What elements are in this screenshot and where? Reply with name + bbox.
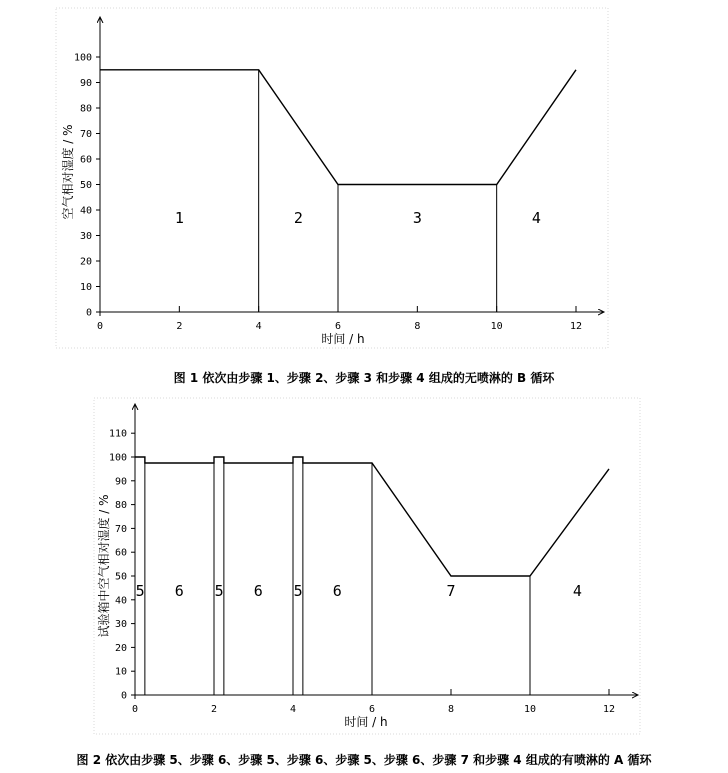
figure-1-y-axis-label: 空气相对湿度 / %	[61, 124, 75, 220]
y-tick-label: 20	[114, 642, 127, 654]
step-label: 4	[531, 209, 541, 227]
figure-2-y-axis-label: 试验箱中空气相对湿度 / %	[97, 494, 111, 638]
y-tick-label: 60	[79, 154, 92, 166]
y-tick-label: 10	[79, 282, 92, 293]
y-tick-label: 70	[79, 129, 92, 140]
x-tick-label: 2	[210, 704, 218, 715]
step-label: 5	[293, 582, 303, 600]
figure-1-frame	[56, 8, 608, 348]
y-tick-label: 0	[120, 690, 127, 702]
x-tick-label: 4	[289, 704, 297, 715]
y-tick-label: 100	[108, 452, 127, 464]
y-tick-label: 10	[114, 666, 127, 678]
y-tick-label: 40	[114, 595, 127, 607]
figure-1-caption: 图 1 依次由步骤 1、步骤 2、步骤 3 和步骤 4 组成的无喷淋的 B 循环	[173, 371, 555, 385]
x-tick-label: 0	[96, 321, 104, 332]
x-tick-label: 4	[255, 321, 262, 332]
step-label: 2	[293, 209, 303, 227]
y-tick-label: 40	[79, 205, 92, 217]
x-tick-label: 0	[131, 704, 139, 715]
step-label: 4	[572, 582, 582, 600]
y-tick-label: 0	[85, 307, 92, 319]
y-tick-label: 30	[79, 231, 92, 242]
x-tick-label: 6	[368, 704, 376, 715]
y-tick-label: 50	[114, 571, 127, 583]
y-tick-label: 60	[114, 547, 127, 559]
x-tick-label: 12	[569, 321, 583, 332]
y-tick-label: 80	[79, 103, 92, 115]
y-tick-label: 90	[79, 78, 92, 89]
y-tick-label: 20	[79, 256, 92, 268]
x-tick-label: 8	[414, 321, 421, 332]
x-tick-label: 8	[447, 704, 455, 715]
step-label: 5	[135, 582, 145, 600]
humidity-series-line	[100, 70, 576, 185]
y-tick-label: 30	[114, 619, 127, 631]
step-label: 5	[214, 582, 224, 600]
figure-2-x-axis-label: 时间 / h	[344, 715, 388, 729]
x-tick-label: 10	[523, 704, 537, 715]
x-tick-label: 6	[334, 321, 342, 332]
step-label: 1	[174, 209, 184, 227]
x-tick-label: 12	[602, 704, 616, 715]
figure-2-caption: 图 2 依次由步骤 5、步骤 6、步骤 5、步骤 6、步骤 5、步骤 6、步骤 7 和步骤 4 组成的有喷淋的 A 循环	[76, 753, 652, 767]
step-label: 6	[253, 582, 263, 600]
figure-1-chart	[74, 17, 604, 332]
figure-1-x-axis-label: 时间 / h	[321, 332, 365, 346]
y-tick-label: 110	[108, 428, 127, 440]
y-tick-label: 70	[114, 523, 127, 535]
figure-2-chart	[109, 404, 638, 715]
y-tick-label: 80	[114, 500, 127, 512]
y-tick-label: 90	[114, 476, 127, 488]
step-label: 6	[332, 582, 342, 600]
y-tick-label: 50	[79, 180, 92, 191]
figure-2-frame	[94, 398, 640, 734]
step-label: 7	[446, 582, 456, 600]
step-label: 3	[412, 209, 422, 227]
x-tick-label: 10	[490, 321, 503, 332]
step-label: 6	[174, 582, 184, 600]
y-tick-label: 100	[73, 52, 92, 64]
x-tick-label: 2	[176, 321, 183, 332]
